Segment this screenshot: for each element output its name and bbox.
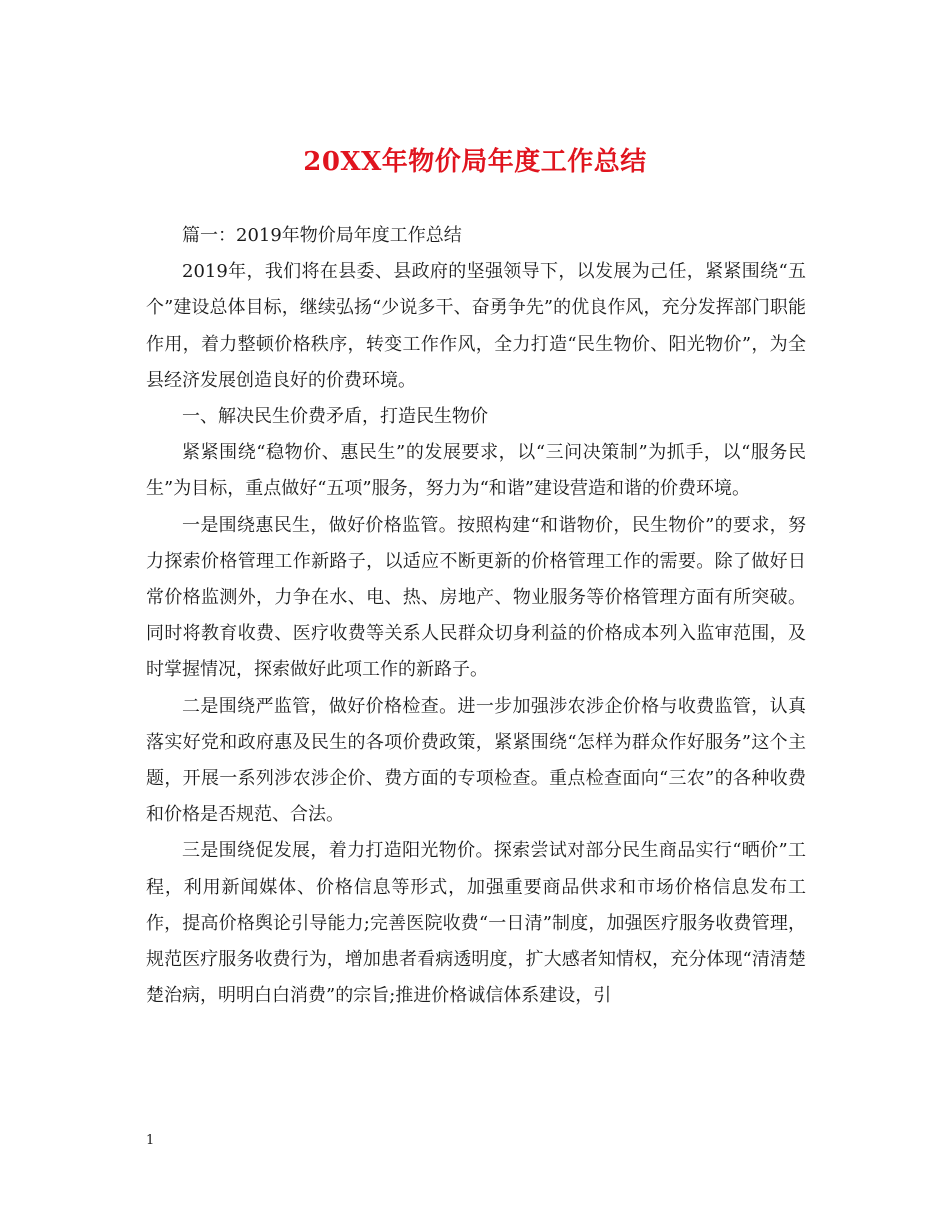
page-number: 1 — [146, 1133, 155, 1148]
point-one-paragraph: 一是围绕惠民生，做好价格监管。按照构建“和谐物价，民生物价”的要求，努力探索价格管理工作新路子，以适应不断更新的价格管理工作的需要。除了做好日常价格监测外，力争在水、电、热、房地产、物业服务等价格管理方面有所突破。同时将教育收费、医疗收费等关系人民群众切身利益的价格成本列入监审范围，及时掌握情况，探索做好此项工作的新路子。 — [146, 514, 806, 681]
section-heading-piece-one: 篇一：2019年物价局年度工作总结 — [182, 225, 462, 246]
document-body — [146, 218, 806, 1014]
intro-paragraph: 2019年，我们将在县委、县政府的坚强领导下，以发展为己任，紧紧围绕“五个”建设总体目标，继续弘扬“少说多干、奋勇争先”的优良作风，充分发挥部门职能作用，着力整顿价格秩序，转变工作作风，全力打造“民生物价、阳光物价”，为全县经济发展创造良好的价费环境。 — [146, 261, 806, 391]
section-one-paragraph: 紧紧围绕“稳物价、惠民生”的发展要求，以“三问决策制”为抓手，以“服务民生”为目标，重点做好“五项”服务，努力为“和谐”建设营造和谐的价费环境。 — [146, 442, 806, 500]
section-heading-one: 一、解决民生价费矛盾，打造民生物价 — [182, 406, 488, 428]
point-two-paragraph: 二是围绕严监管，做好价格检查。进一步加强涉农涉企价格与收费监管，认真落实好党和政府惠及民生的各项价费政策，紧紧围绕“怎样为群众作好服务”这个主题，开展一系列涉农涉企价、费方面的专项检查。重点检查面向“三农”的各种收费和价格是否规范、合法。 — [146, 695, 806, 826]
point-three-paragraph: 三是围绕促发展，着力打造阳光物价。探索尝试对部分民生商品实行“晒价”工程，利用新闻媒体、价格信息等形式，加强重要商品供求和市场价格信息发布工作，提高价格舆论引导能力;完善医院收费“一日清”制度，加强医疗服务收费管理，规范医疗服务收费行为，增加患者看病透明度，扩大感者知情权，充分体现“清清楚楚治病，明明白白消费”的宗旨;推进价格诚信体系建设，引 — [146, 840, 806, 1007]
document-title: 20XX年物价局年度工作总结 — [303, 147, 647, 177]
